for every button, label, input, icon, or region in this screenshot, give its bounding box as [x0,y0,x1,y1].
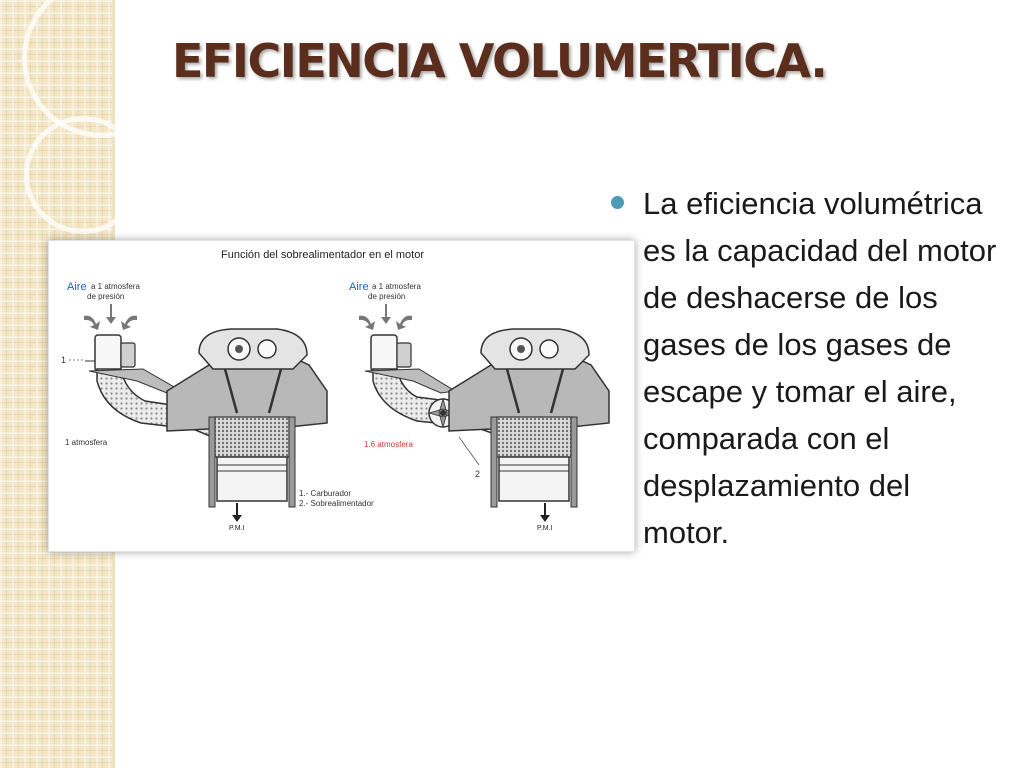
legend-1: 1.- Carburador [299,489,352,498]
callout-1: 1 [61,355,67,365]
pressure-text-right-2: de presión [368,292,406,301]
slide-content [605,180,1000,556]
legend-2: 2.- Sobrealimentador [299,499,374,508]
pmi-arrow-left [232,503,242,522]
engine-left [61,281,374,532]
intake-arrow-right-r [396,316,412,330]
slide-title: EFICIENCIA VOLUMERTICA. [172,34,827,88]
pressure-text-right-1: a 1 atmosfera [372,282,421,291]
air-label-right: Aire [349,281,369,293]
bullet-dot-icon [611,196,624,209]
pressure-text-left-1: a 1 atmosfera [91,282,140,291]
engine-right [349,281,609,532]
callout-2: 2 [475,469,481,479]
pmi-label-left: P.M.I [229,525,245,532]
pressure-label-left: 1 atmosfera [65,438,108,447]
intake-arrow-right-down [381,304,391,324]
intake-arrow-left-r [121,316,137,330]
piston-right [499,457,569,501]
carburetor-right [371,335,397,371]
pmi-label-right: P.M.I [537,525,553,532]
intake-arrow-left-l [84,316,100,330]
pressure-text-left-2: de presión [87,292,125,301]
air-label-left: Aire [67,281,87,293]
cylinder-chamber-left [215,417,289,457]
decorative-ring-bottom [24,116,142,234]
engine-diagram-svg [49,241,634,551]
diagram-title: Función del sobrealimentador en el motor [221,249,425,261]
bullet-item [605,180,1000,556]
cylinder-chamber-right [497,417,571,457]
intake-arrow-right-l [359,316,375,330]
carburetor [95,335,121,371]
bullet-text: La eficiencia volumétrica es la capacidad del motor de deshacerse de los gases de los gases de escape y tomar el aire, comparada con el desplazamiento del motor. [643,186,997,550]
pressure-label-right: 1.6 atmosfera [364,440,413,449]
intake-arrow-left-down [106,304,116,324]
pmi-arrow-right [540,503,550,522]
supercharger-diagram [48,240,635,552]
piston-left [217,457,287,501]
